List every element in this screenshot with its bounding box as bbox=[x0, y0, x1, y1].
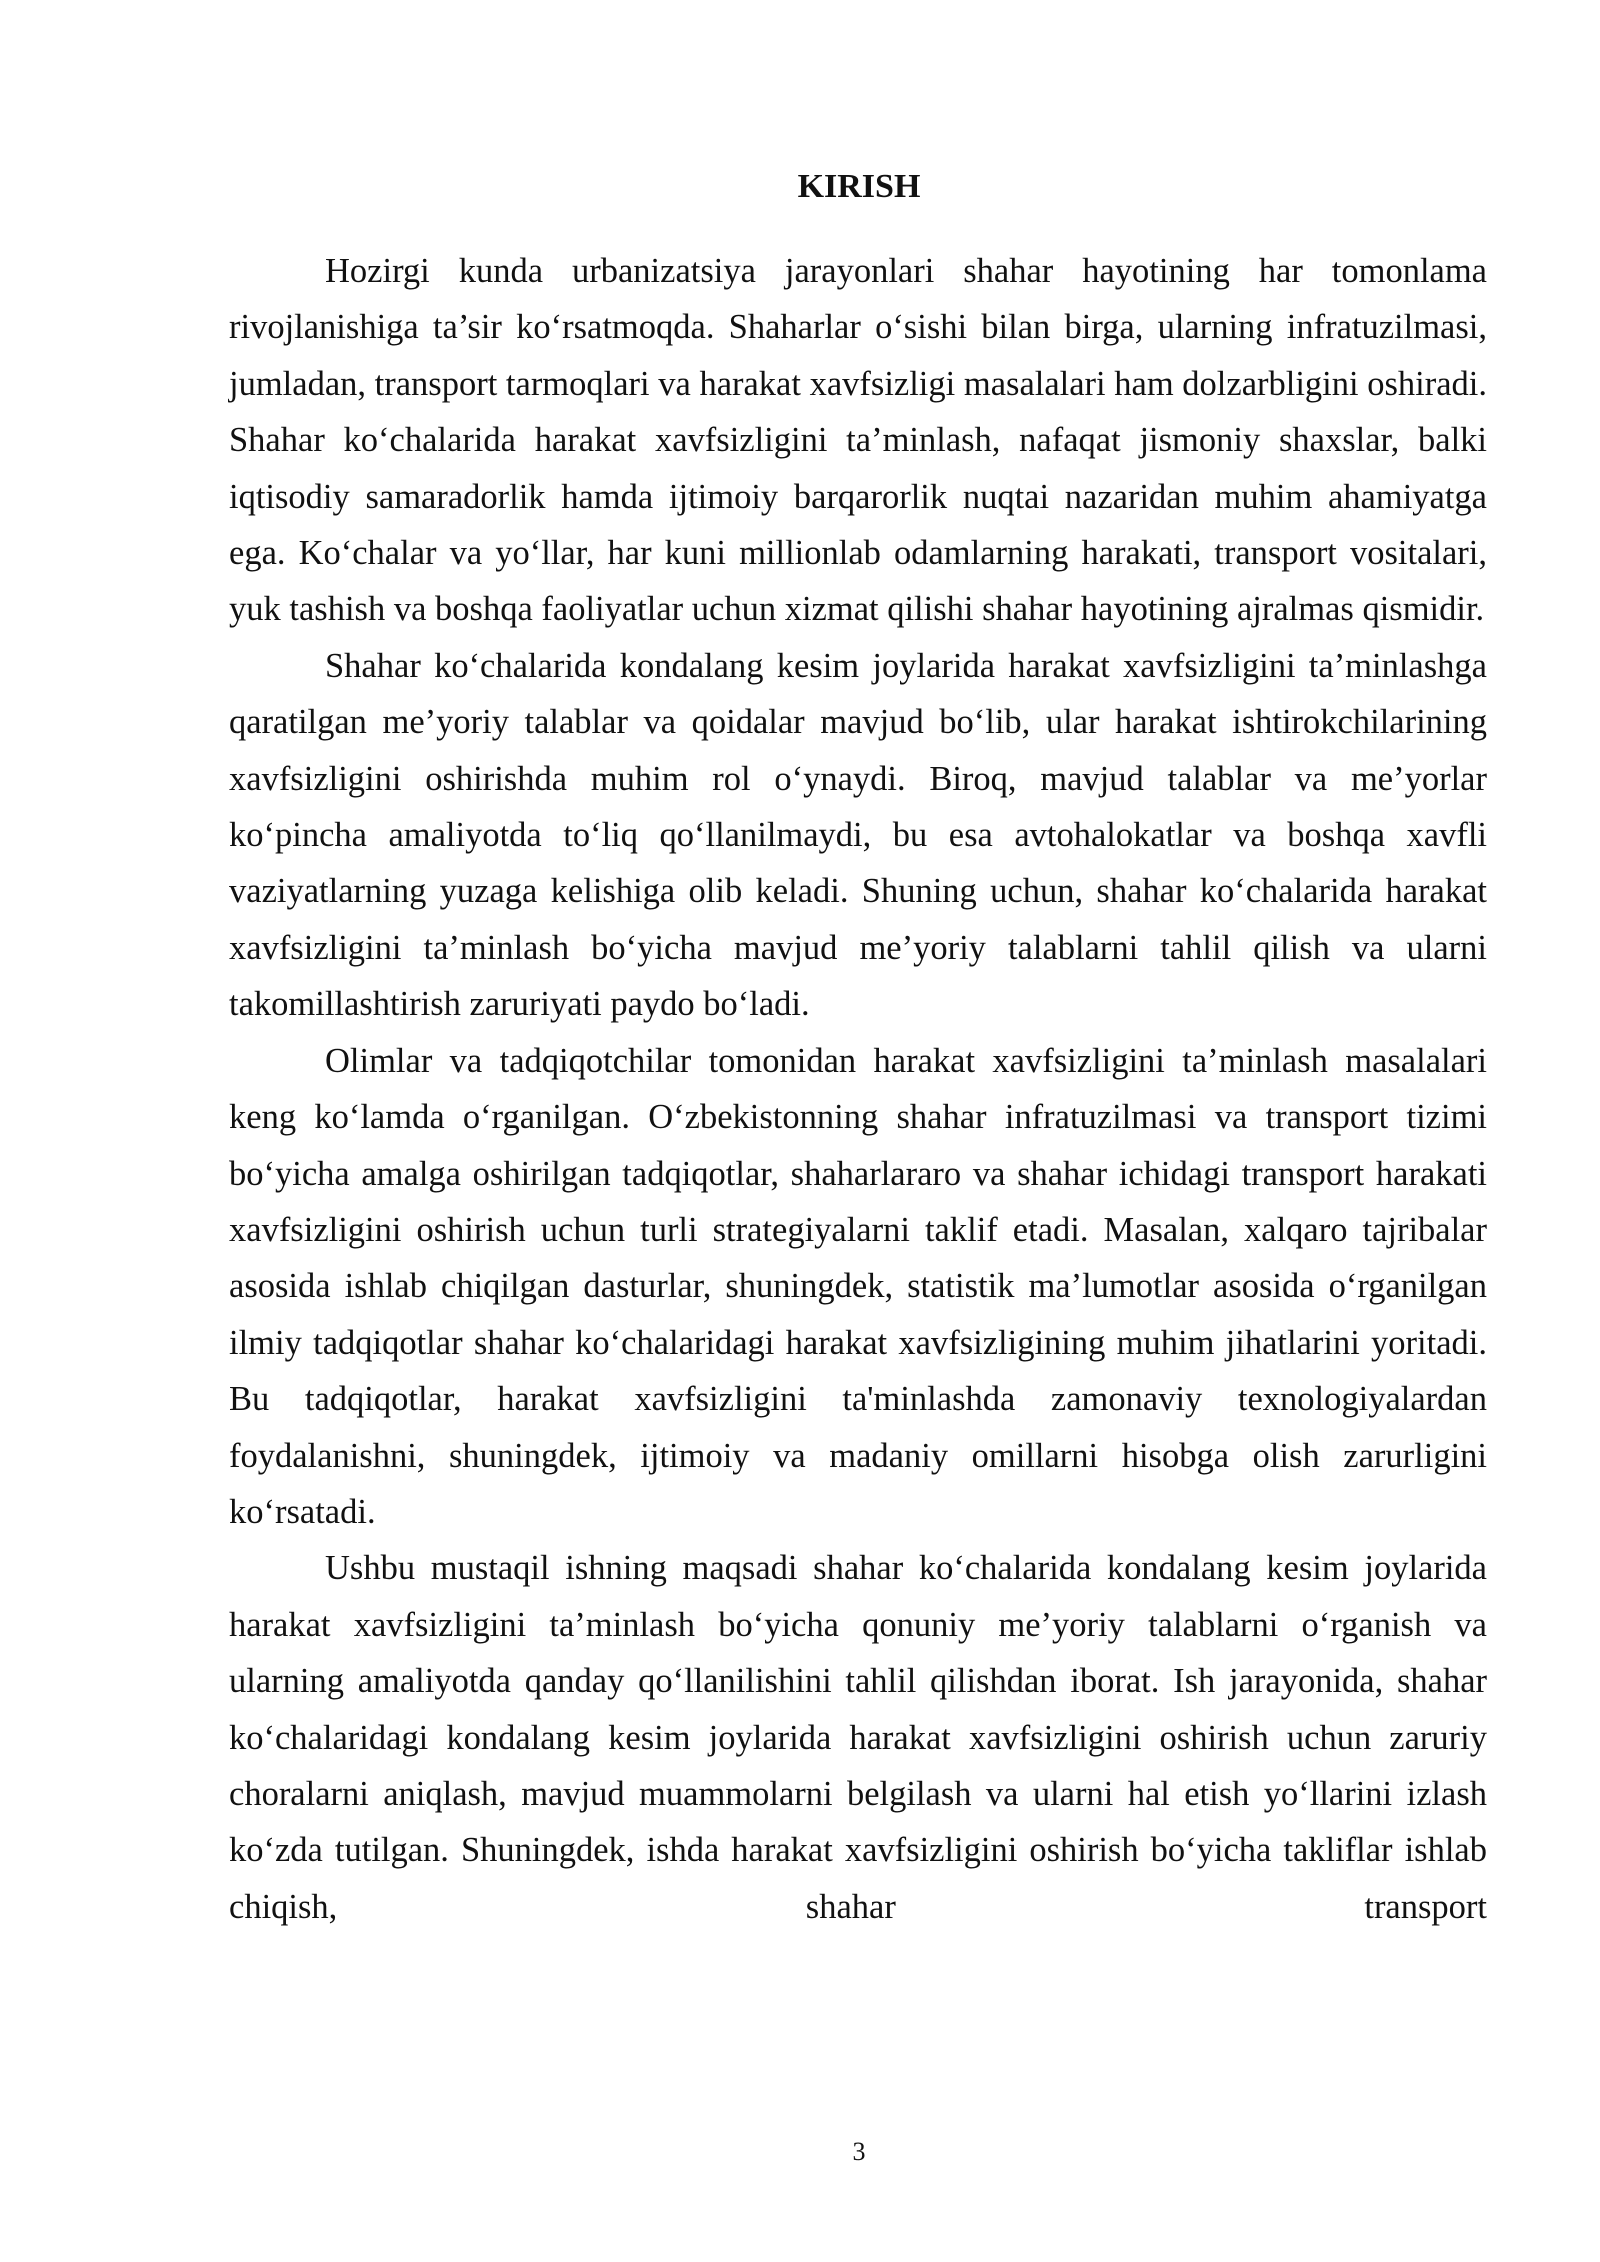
paragraph-3: Olimlar va tadqiqotchilar tomonidan harakat xavfsizligini ta’minlash masalalari keng ko‘lamda o‘rganilgan. O‘zbekistonning shahar infratuzilmasi va transport tizimi bo‘yicha amalga oshirilgan tadqiqotlar, shaharlararo va shahar ichidagi transport harakati xavfsizligini oshirish uchun turli strategiyalarni taklif etadi. Masalan, xalqaro tajribalar asosida ishlab chiqilgan dasturlar, shuningdek, statistik ma’lumotlar asosida o‘rganilgan ilmiy tadqiqotlar shahar ko‘chalaridagi harakat xavfsizligining muhim jihatlarini yoritadi. Bu tadqiqotlar, harakat xavfsizligini ta'minlashda zamonaviy texnologiyalardan foydalanishni, shuningdek, ijtimoiy va madaniy omillarni hisobga olish zarurligini ko‘rsatadi. bbox=[229, 1041, 1487, 1531]
paragraph-4: Ushbu mustaqil ishning maqsadi shahar ko‘chalarida kondalang kesim joylarida harakat xavfsizligini ta’minlash bo‘yicha qonuniy me’yoriy talablarni o‘rganish va ularning amaliyotda qanday qo‘llanilishini tahlil qilishdan iborat. Ish jarayonida, shahar ko‘chalaridagi kondalang kesim joylarida harakat xavfsizligini oshirish uchun zaruriy choralarni aniqlash, mavjud muammolarni belgilash va ularni hal etish yo‘llarini izlash ko‘zda tutilgan. Shuningdek, ishda harakat xavfsizligini oshirish bo‘yicha takliflar ishlab chiqish, shahar transport bbox=[229, 1549, 1487, 1926]
paragraph-1: Hozirgi kunda urbanizatsiya jarayonlari shahar hayotining har tomonlama rivojlanishiga ta’sir ko‘rsatmoqda. Shaharlar o‘sishi bilan birga, ularning infratuzilmasi, jumladan, transport tarmoqlari va harakat xavfsizligi masalalari ham dolzarbligini oshiradi. Shahar ko‘chalarida harakat xavfsizligini ta’minlash, nafaqat jismoniy shaxslar, balki iqtisodiy samaradorlik hamda ijtimoiy barqarorlik nuqtai nazaridan muhim ahamiyatga ega. Ko‘chalar va yo‘llar, har kuni millionlab odamlarning harakati, transport vositalari, yuk tashish va boshqa faoliyatlar uchun xizmat qilishi shahar hayotining ajralmas qismidir. bbox=[229, 252, 1487, 629]
body-text bbox=[229, 243, 1487, 1935]
paragraph-2: Shahar ko‘chalarida kondalang kesim joylarida harakat xavfsizligini ta’minlashga qaratilgan me’yoriy talablar va qoidalar mavjud bo‘lib, ular harakat ishtirokchilarining xavfsizligini oshirishda muhim rol o‘ynaydi. Biroq, mavjud talablar va me’yorlar ko‘pincha amaliyotda to‘liq qo‘llanilmaydi, bu esa avtohalokatlar va boshqa xavfli vaziyatlarning yuzaga kelishiga olib keladi. Shuning uchun, shahar ko‘chalarida harakat xavfsizligini ta’minlash bo‘yicha mavjud me’yoriy talablarni tahlil qilish va ularni takomillashtirish zaruriyati paydo bo‘ladi. bbox=[229, 646, 1487, 1024]
page-heading: KIRISH bbox=[797, 168, 921, 205]
page-number: 3 bbox=[852, 2137, 866, 2166]
